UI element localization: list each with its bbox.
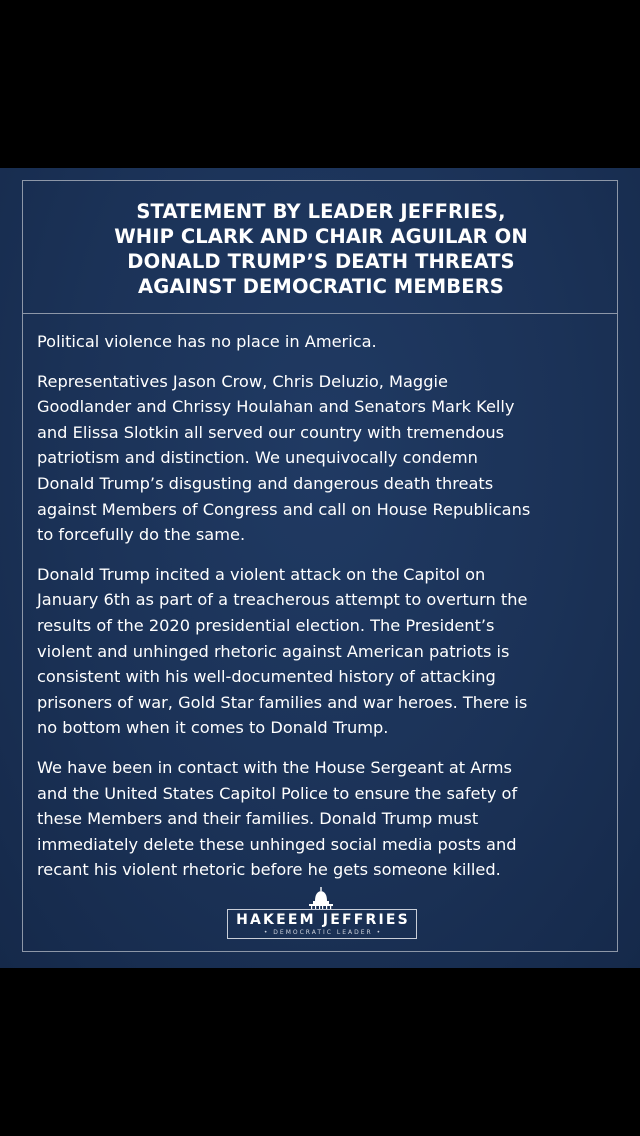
paragraph-line: against Members of Congress and call on House Republicans [37,499,531,519]
paragraph [37,369,609,548]
paragraph-line: and Elissa Slotkin all served our country with tremendous [37,422,505,442]
paragraph-line: results of the 2020 presidential election. The President’s [37,615,495,635]
paragraph-line: consistent with his well-documented history of attacking [37,667,496,687]
logo-name-box [227,909,417,939]
statement-frame [22,180,618,952]
paragraph-line: recant his violent rhetoric before he gets someone killed. [37,860,501,880]
paragraph-line: prisoners of war, Gold Star families and war heroes. There is [37,692,528,712]
logo-name: HAKEEM JEFFRIES [236,912,410,928]
paragraph-line: We have been in contact with the House Sergeant at Arms [37,757,512,777]
paragraph-line: and the United States Capitol Police to ensure the safety of [37,783,518,803]
paragraph-line: these Members and their families. Donald Trump must [37,809,479,829]
paragraph-line: Donald Trump’s disgusting and dangerous death threats [37,473,494,493]
logo-subtitle: • DEMOCRATIC LEADER • [263,929,383,936]
paragraph-line: patriotism and distinction. We unequivocally condemn [37,448,478,468]
paragraph [37,329,609,355]
title-line: AGAINST DEMOCRATIC MEMBERS [138,275,504,298]
statement-title [23,199,619,299]
paragraph-line: no bottom when it comes to Donald Trump. [37,718,389,738]
paragraph [37,562,609,741]
paragraph-line: violent and unhinged rhetoric against American patriots is [37,641,510,661]
paragraph-line: to forcefully do the same. [37,525,246,545]
paragraph-line: Donald Trump incited a violent attack on the Capitol on [37,564,486,584]
title-divider [23,313,617,314]
paragraph-line: immediately delete these unhinged social media posts and [37,834,517,854]
paragraph-line: Representatives Jason Crow, Chris Deluzio, Maggie [37,371,448,391]
title-line: DONALD TRUMP’S DEATH THREATS [127,250,515,273]
title-line: WHIP CLARK AND CHAIR AGUILAR ON [114,225,528,248]
paragraph-line: Goodlander and Chrissy Houlahan and Senators Mark Kelly [37,397,515,417]
capitol-dome-icon [307,887,335,911]
title-line: STATEMENT BY LEADER JEFFRIES, [136,200,506,223]
paragraph [37,755,609,883]
statement-image [0,168,640,968]
paragraph-line: January 6th as part of a treacherous attempt to overturn the [37,590,528,610]
statement-body [37,329,609,897]
signature-logo [23,887,619,947]
paragraph-line: Political violence has no place in America. [37,332,377,351]
